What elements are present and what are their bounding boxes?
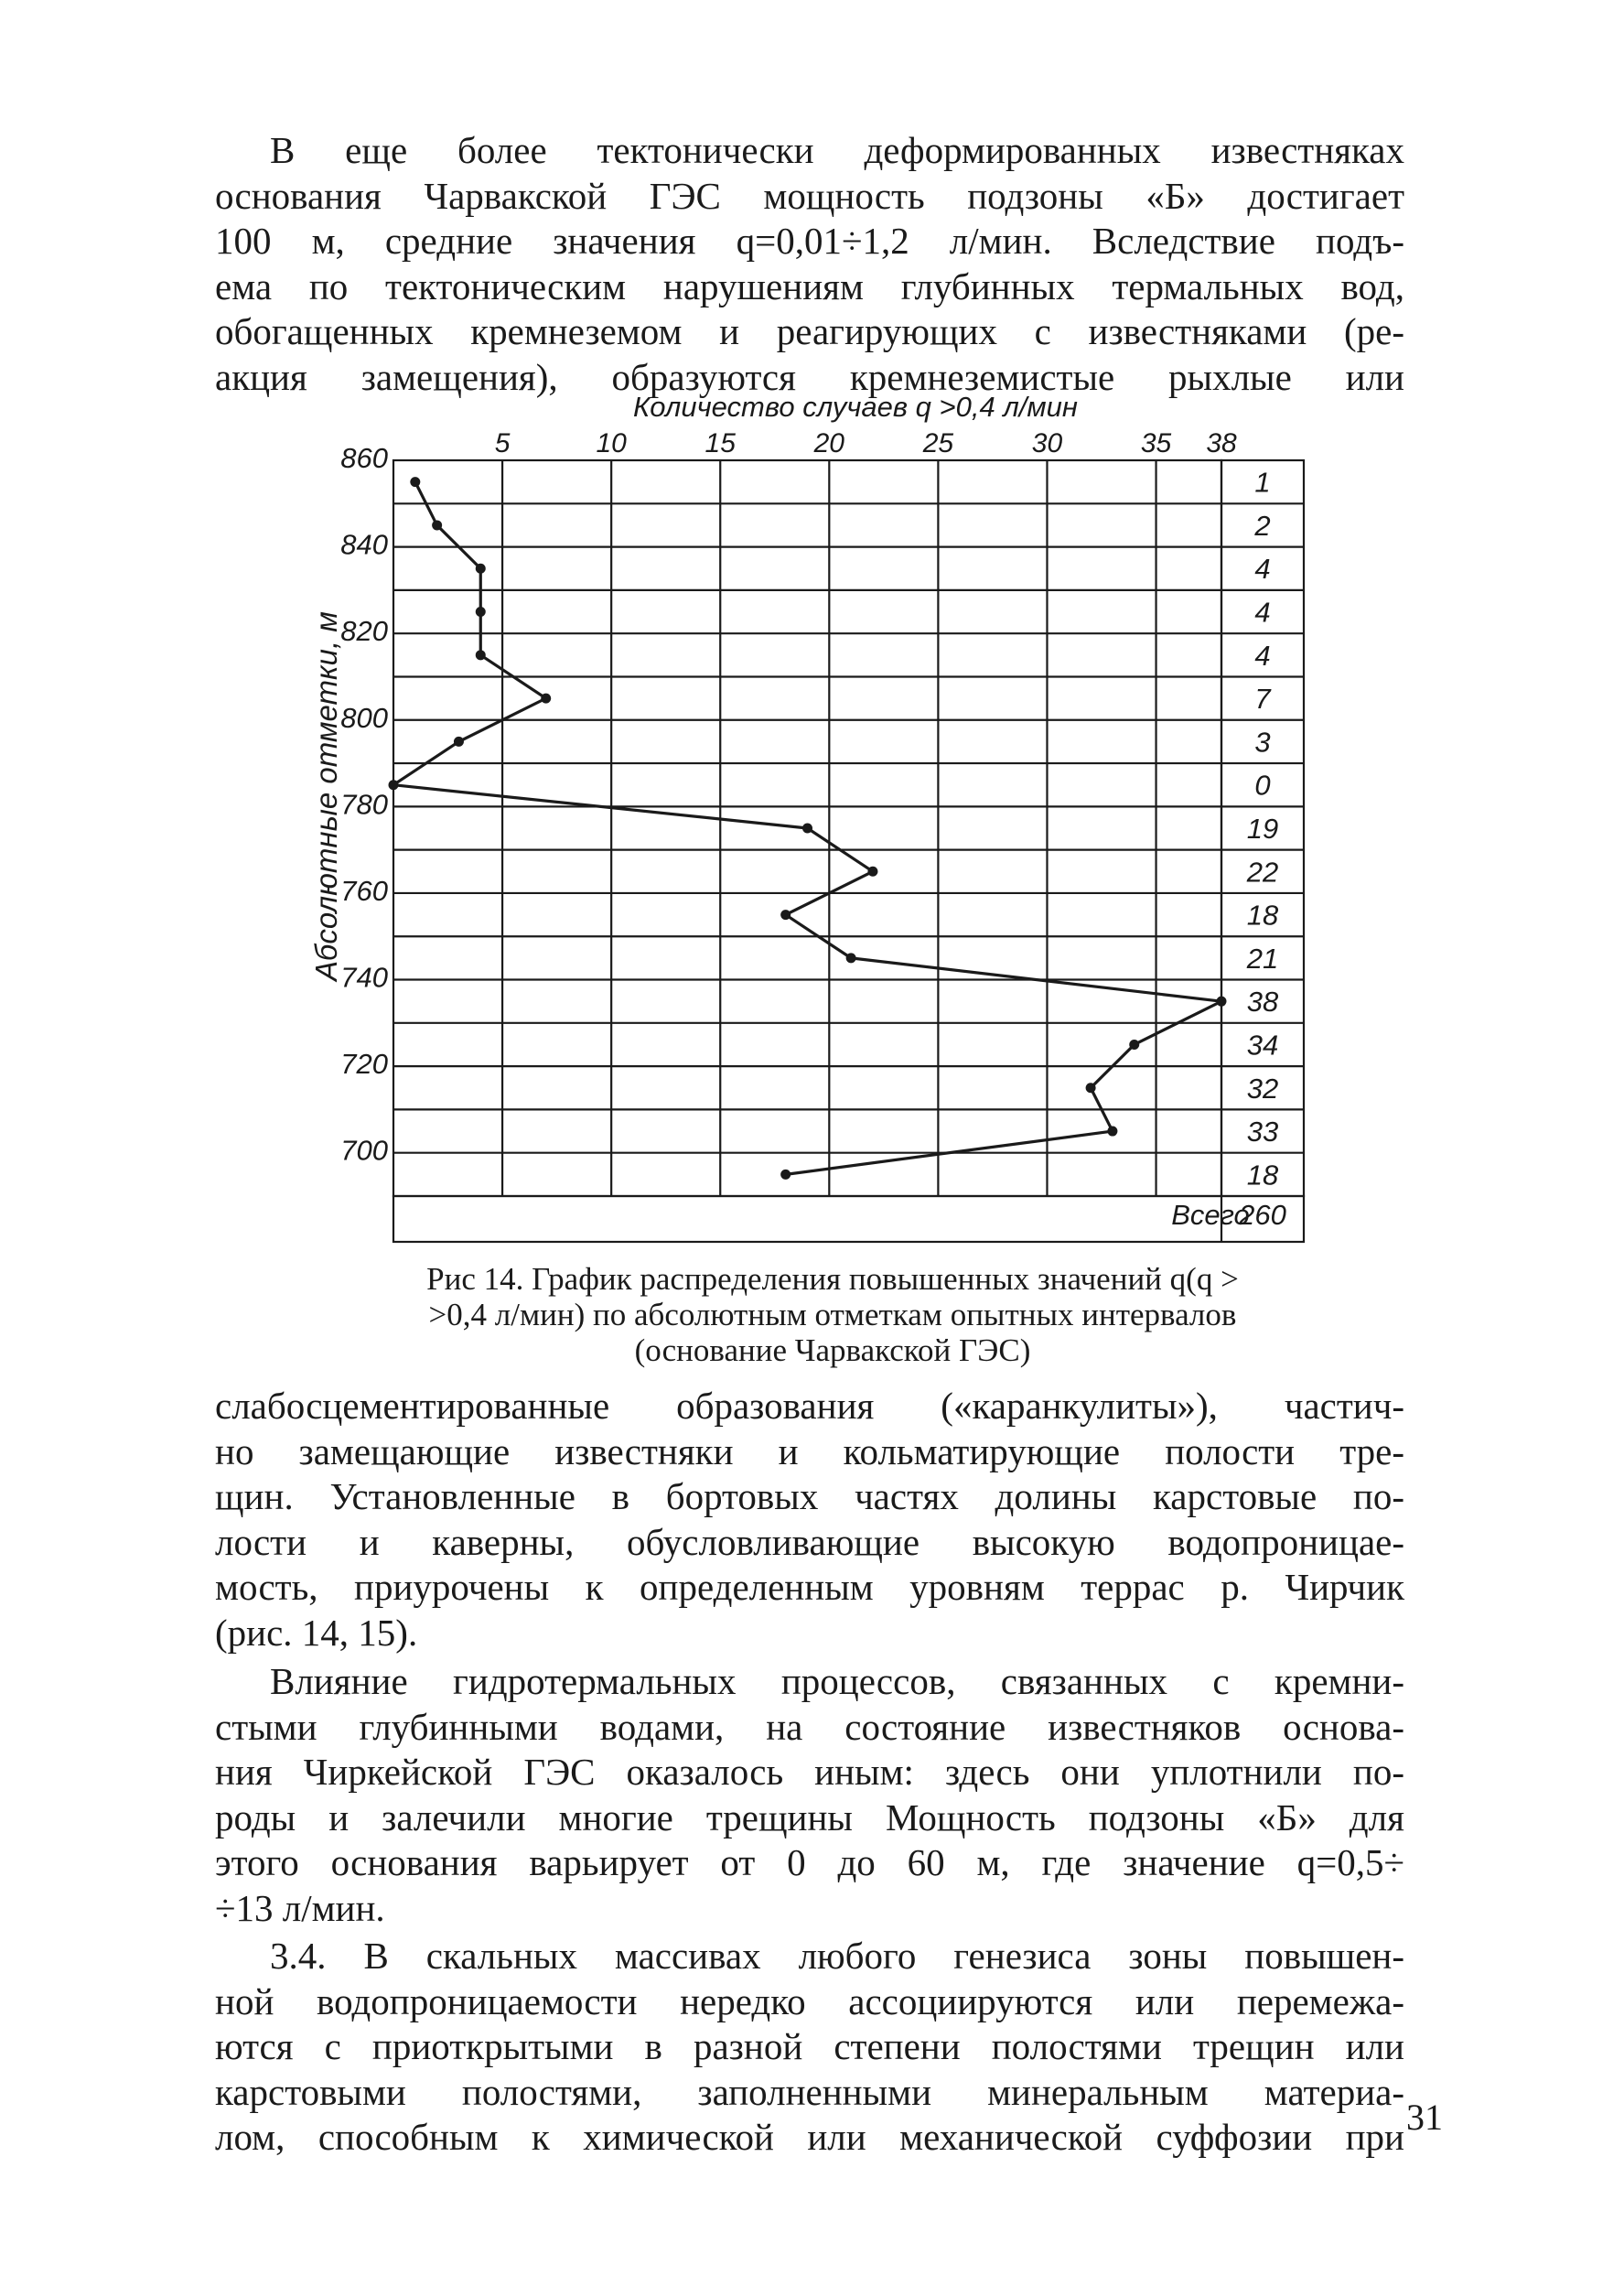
- total-label: Всего: [1171, 1199, 1250, 1231]
- x-tick-label: 30: [1031, 428, 1063, 458]
- data-point: [476, 607, 486, 617]
- data-point: [454, 737, 464, 747]
- y-tick-label: 820: [340, 615, 388, 648]
- row-count: 2: [1254, 509, 1271, 542]
- row-count: 1: [1254, 466, 1271, 499]
- caption-line: Рис 14. График распределения повышенных значений q(q >: [426, 1261, 1239, 1297]
- data-point: [802, 824, 812, 834]
- x-tick-label: 35: [1140, 428, 1172, 458]
- row-count: 21: [1246, 942, 1279, 975]
- text-line: этого основания варьирует от 0 до 60 м, где значение q=0,5÷: [215, 1841, 1404, 1884]
- y-tick-label: 740: [340, 961, 388, 994]
- text-line: ния Чиркейской ГЭС оказалось иным: здесь они уплотнили по-: [215, 1751, 1404, 1794]
- text-line: мость, приурочены к определенным уровням террас р. Чирчик: [215, 1566, 1404, 1609]
- data-point: [1129, 1040, 1139, 1050]
- row-count: 4: [1254, 553, 1271, 586]
- y-tick-label: 800: [340, 701, 388, 734]
- text-line: карстовыми полостями, заполненными минеральным материа-: [215, 2070, 1404, 2113]
- paragraph-karst: [215, 1384, 1404, 1656]
- data-point: [432, 520, 442, 530]
- row-count: 38: [1246, 986, 1279, 1019]
- caption-line: (основание Чарвакской ГЭС): [634, 1332, 1031, 1368]
- y-tick-label: 860: [340, 442, 388, 474]
- data-point: [846, 953, 856, 963]
- text-line: 100 м, средние значения q=0,01÷1,2 л/мин. Вследствие подъ-: [215, 220, 1404, 263]
- text-line: но замещающие известняки и кольматирующие полости тре-: [215, 1429, 1404, 1472]
- data-point: [389, 780, 399, 790]
- data-point: [410, 477, 420, 487]
- y-tick-label: 780: [340, 788, 388, 821]
- text-line: В еще более тектонически деформированных известняках: [270, 129, 1404, 171]
- data-point: [1107, 1127, 1117, 1137]
- row-count: 4: [1254, 596, 1271, 629]
- text-line: Влияние гидротермальных процессов, связанных с кремни-: [270, 1660, 1404, 1702]
- row-count: 18: [1246, 899, 1279, 932]
- data-point: [780, 910, 790, 920]
- text-line: лом, способным к химической или механической суффозии при: [215, 2116, 1404, 2159]
- data-point: [476, 564, 486, 574]
- chart-title: Количество случаев q >0,4 л/мин: [633, 391, 1078, 423]
- x-tick-label: 38: [1206, 428, 1237, 458]
- data-point: [867, 867, 877, 877]
- text-line: лости и каверны, обусловливающие высокую водопроницае-: [215, 1520, 1404, 1563]
- y-tick-label: 720: [340, 1048, 388, 1081]
- text-line: (рис. 14, 15).: [215, 1611, 418, 1654]
- text-line: ются с приоткрытыми в разной степени полостями трещин или: [215, 2025, 1404, 2068]
- y-tick-label: 760: [340, 874, 388, 907]
- text-line: роды и залечили многие трещины Мощность подзоны «Б» для: [215, 1795, 1404, 1839]
- x-tick-label: 25: [922, 428, 954, 458]
- paragraph-hydrothermal: [215, 1659, 1404, 1932]
- text-line: обогащенных кремнеземом и реагирующих с известняками (ре-: [215, 310, 1404, 353]
- row-count: 7: [1254, 683, 1271, 716]
- text-line: щин. Установленные в бортовых частях долины карстовые по-: [215, 1475, 1404, 1518]
- row-count: 0: [1254, 769, 1271, 802]
- text-line: стыми глубинными водами, на состояние известняков основа-: [215, 1705, 1404, 1748]
- text-line: слабосцементированные образования («каранкулиты»), частич-: [215, 1385, 1404, 1427]
- row-count: 34: [1246, 1029, 1279, 1062]
- text-line: ÷13 л/мин.: [215, 1886, 385, 1929]
- text-line: ема по тектоническим нарушениям глубинных термальных вод,: [215, 264, 1404, 307]
- data-point: [1086, 1083, 1096, 1093]
- row-count: 3: [1254, 726, 1271, 759]
- text-line: 3.4. В скальных массивах любого генезиса зоны повышен-: [270, 1935, 1404, 1977]
- text-line: ной водопроницаемости нередко ассоциируются или перемежа-: [215, 1979, 1404, 2022]
- data-point: [476, 650, 486, 660]
- text-line: основания Чарвакской ГЭС мощность подзоны «Б» достигает: [215, 174, 1404, 217]
- page-number: 31: [1406, 2097, 1443, 2138]
- row-count: 18: [1246, 1159, 1279, 1192]
- total-value: 260: [1239, 1199, 1286, 1231]
- x-tick-label: 10: [596, 428, 627, 458]
- row-count: 22: [1246, 856, 1279, 889]
- total-row-frame: [393, 1196, 1304, 1242]
- y-tick-label: 840: [340, 528, 388, 561]
- x-tick-label: 15: [704, 428, 736, 458]
- data-point: [780, 1170, 790, 1180]
- row-count: 33: [1246, 1116, 1279, 1148]
- y-axis-label: Абсолютные отметки, м: [309, 611, 343, 981]
- data-point: [541, 694, 551, 704]
- x-tick-label: 5: [494, 428, 511, 458]
- figure-caption: [334, 1261, 1331, 1368]
- row-count: 4: [1254, 639, 1271, 672]
- row-count: 19: [1246, 813, 1279, 845]
- paragraph-section-3-4: [215, 1934, 1404, 2161]
- text-line: акция замещения), образуются кремнеземистые рыхлые или: [215, 355, 1404, 398]
- caption-line: >0,4 л/мин) по абсолютным отметкам опытных интервалов: [428, 1297, 1237, 1332]
- row-count: 32: [1246, 1072, 1279, 1105]
- y-tick-label: 700: [340, 1134, 388, 1167]
- data-point: [1217, 997, 1227, 1007]
- x-tick-label: 20: [813, 428, 845, 458]
